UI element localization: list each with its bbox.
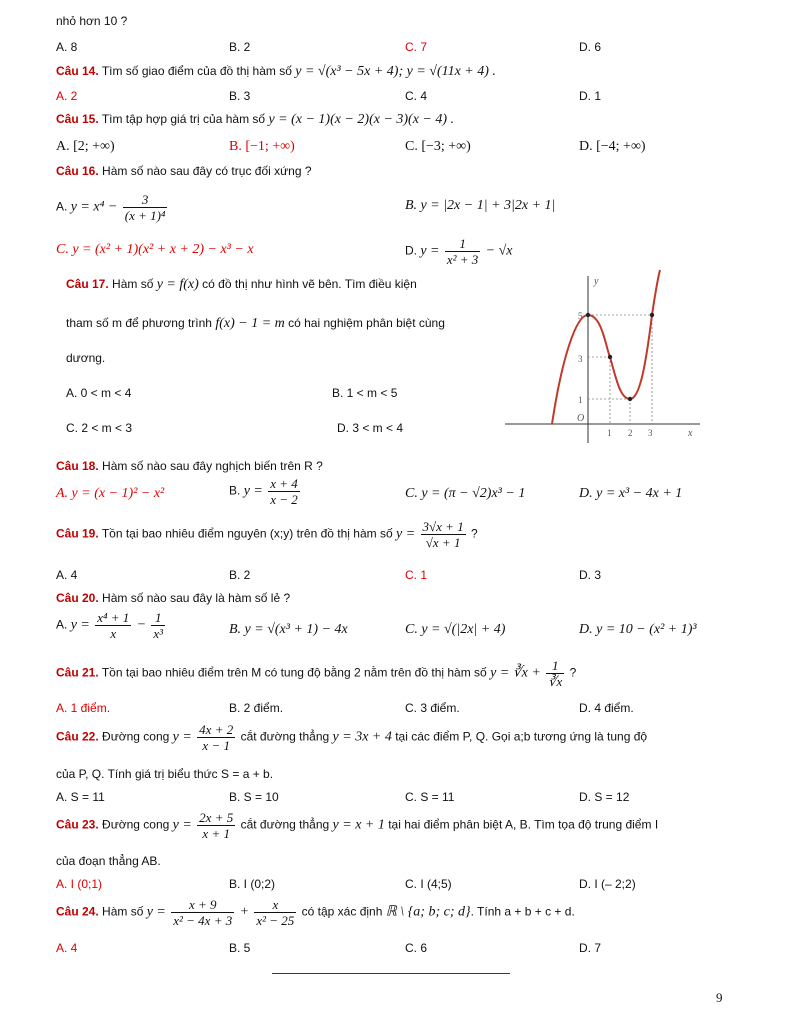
q19-formula: y = <box>396 526 416 542</box>
q20-option-a[interactable] <box>56 610 167 641</box>
q16-option-d[interactable] <box>405 236 513 267</box>
function-graph <box>500 268 710 448</box>
q14-option-b[interactable]: B. 3 <box>229 89 251 103</box>
q17-text4: có hai nghiệm phân biệt cùng <box>288 316 445 330</box>
q19-label: Câu 19. <box>56 526 99 541</box>
q16-option-b[interactable]: B. y = |2x − 1| + 3|2x + 1| <box>405 198 556 213</box>
q22-option-c[interactable]: C. S = 11 <box>405 790 455 804</box>
q13-options <box>56 40 696 56</box>
q18-option-c[interactable]: C. y = (π − √2)x³ − 1 <box>405 486 526 501</box>
q23-fraction <box>197 810 235 841</box>
q20-a-num2: 1 <box>151 610 165 626</box>
q16-a-prefix: A. <box>56 199 68 214</box>
q21-den: ∛x <box>548 674 563 689</box>
y-tick-5: 5 <box>578 311 583 321</box>
x-tick-3: 3 <box>648 428 653 438</box>
q15-label: Câu 15. <box>56 112 99 126</box>
q14-option-a[interactable]: A. 2 <box>56 89 78 103</box>
q18-b-prefix: B. <box>229 483 241 498</box>
q24-option-b[interactable]: B. 5 <box>229 941 251 955</box>
question-14 <box>56 64 722 80</box>
q24-label: Câu 24. <box>56 904 99 919</box>
q16-d-formula: y = <box>420 243 440 259</box>
function-curve <box>552 270 660 424</box>
q15-option-c[interactable]: C. [−3; +∞) <box>405 139 471 154</box>
q21-options <box>56 701 696 717</box>
q16-d-num: 1 <box>445 236 480 252</box>
q22-den: x − 1 <box>202 738 230 753</box>
q22-formula: y = <box>172 729 192 745</box>
q19-den: √x + 1 <box>425 535 461 550</box>
q22-options <box>56 790 696 806</box>
q24-formula2: ℝ \ {a; b; c; d} <box>385 904 471 920</box>
q21-tail: ? <box>569 665 577 680</box>
q22-fraction <box>197 722 235 753</box>
q18-b-den: x − 2 <box>270 492 298 507</box>
point-3-5 <box>650 313 654 317</box>
q23-option-b[interactable]: B. I (0;2) <box>229 877 276 891</box>
q20-option-b[interactable]: B. y = √(x³ + 1) − 4x <box>229 622 348 637</box>
question-15 <box>56 112 722 128</box>
q17-text3: tham số m để phương trình <box>66 316 212 330</box>
q18-label: Câu 18. <box>56 459 99 473</box>
q20-a-frac1 <box>95 610 131 641</box>
q20-a-num1: x⁴ + 1 <box>97 610 130 625</box>
q18-option-a[interactable]: A. y = (x − 1)² − x² <box>56 486 165 501</box>
q19-tail: ? <box>471 526 478 541</box>
q21-option-b[interactable]: B. 2 điểm. <box>229 701 284 715</box>
q17-option-c[interactable]: C. 2 < m < 3 <box>66 421 133 435</box>
q16-d-den: x² + 3 <box>446 252 479 267</box>
q14-label: Câu 14. <box>56 64 99 78</box>
x-axis-label: x <box>688 428 693 439</box>
q23-den: x + 1 <box>202 826 230 841</box>
q22-formula2: y = 3x + 4 <box>332 729 392 745</box>
q21-fraction <box>546 658 564 689</box>
q15-option-b[interactable]: B. [−1; +∞) <box>229 139 295 154</box>
question-22-line2: của P, Q. Tính giá trị biểu thức S = a + b. <box>56 767 274 781</box>
q21-option-d[interactable]: D. 4 điểm. <box>579 701 634 715</box>
question-22 <box>56 722 722 753</box>
point-2-1 <box>628 397 632 401</box>
x-tick-2: 2 <box>628 428 633 438</box>
q15-formula: y = (x − 1)(x − 2)(x − 3)(x − 4) . <box>268 112 455 127</box>
q14-options <box>56 89 696 105</box>
y-tick-1: 1 <box>578 395 583 405</box>
q24-options <box>56 941 696 957</box>
q15-options <box>56 139 696 155</box>
y-tick-3: 3 <box>578 354 583 364</box>
q22-label: Câu 22. <box>56 729 99 744</box>
q20-a-den2: x³ <box>153 626 164 641</box>
guide-lines <box>588 315 652 424</box>
q24-plus: + <box>239 904 250 920</box>
q16-options-row1 <box>56 188 696 228</box>
question-23-line2: của đoạn thẳng AB. <box>56 854 161 868</box>
q21-num: 1 <box>546 658 564 674</box>
q16-options-row2 <box>56 236 696 272</box>
q20-a-formula: y = <box>70 617 90 633</box>
q24-frac1 <box>171 897 234 928</box>
q18-text: Hàm số nào sau đây nghịch biến trên R ? <box>102 459 323 473</box>
q16-a-formula: y = x⁴ − <box>70 199 118 215</box>
q16-a-den: (x + 1)⁴ <box>124 208 166 223</box>
q22-option-a[interactable]: A. S = 11 <box>56 790 105 804</box>
q13-option-c[interactable]: C. 7 <box>405 40 428 54</box>
q14-option-c[interactable]: C. 4 <box>405 89 428 103</box>
q20-a-den1: x <box>110 626 117 641</box>
q14-text: Tìm số giao điểm của đồ thị hàm số <box>101 64 292 78</box>
point-1-3 <box>608 355 612 359</box>
question-21 <box>56 658 722 689</box>
q18-option-d[interactable]: D. y = x³ − 4x + 1 <box>579 486 683 501</box>
q21-formula: y = ∛x + <box>490 665 541 681</box>
q16-a-num: 3 <box>123 192 168 208</box>
q21-option-c[interactable]: C. 3 điểm. <box>405 701 460 715</box>
q16-text: Hàm số nào sau đây có trục đối xứng ? <box>102 164 312 178</box>
q24-option-a[interactable]: A. 4 <box>56 941 78 955</box>
q15-text: Tìm tập hợp giá trị của hàm số <box>101 112 266 126</box>
q19-option-d[interactable]: D. 3 <box>579 568 602 582</box>
q17-formula2: f(x) − 1 = m <box>215 316 285 331</box>
q17-option-a[interactable]: A. 0 < m < 4 <box>66 386 132 400</box>
q19-options <box>56 568 696 584</box>
q24-num2: x <box>254 897 296 913</box>
question-17-line3: dương. <box>66 351 106 365</box>
q20-option-d[interactable]: D. y = 10 − (x² + 1)³ <box>579 622 697 637</box>
q24-text1: Hàm số <box>102 904 144 919</box>
q24-text3: . Tính a + b + c + d. <box>470 904 575 919</box>
q13-option-b[interactable]: B. 2 <box>229 40 251 54</box>
q20-a-prefix: A. <box>56 617 68 632</box>
point-0-5 <box>586 313 590 317</box>
q16-option-c[interactable]: C. y = (x² + 1)(x² + x + 2) − x³ − x <box>56 242 254 257</box>
question-20 <box>56 591 722 605</box>
q24-num1: x + 9 <box>171 897 234 913</box>
q24-den1: x² − 4x + 3 <box>173 913 233 928</box>
q20-options <box>56 610 696 650</box>
q24-option-c[interactable]: C. 6 <box>405 941 428 955</box>
q21-option-a[interactable]: A. 1 điểm. <box>56 701 111 715</box>
q23-formula2: y = x + 1 <box>332 817 385 833</box>
question-16 <box>56 164 722 178</box>
q24-frac2 <box>254 897 296 928</box>
q23-text2: cắt đường thẳng <box>240 817 330 832</box>
q16-d-fraction <box>445 236 480 267</box>
page-number: 9 <box>716 990 723 1005</box>
q22-option-b[interactable]: B. S = 10 <box>229 790 279 804</box>
q23-option-a[interactable]: A. I (0;1) <box>56 877 103 891</box>
q23-label: Câu 23. <box>56 817 99 832</box>
q17-text2: có đồ thị như hình vẽ bên. Tìm điều kiện <box>202 277 417 291</box>
origin-label: O <box>577 413 585 424</box>
q22-option-d[interactable]: D. S = 12 <box>579 790 630 804</box>
q23-text3: tại hai điểm phân biệt A, B. Tìm tọa độ trung điểm I <box>388 817 659 832</box>
question-19 <box>56 519 722 550</box>
q19-fraction <box>421 519 466 550</box>
q17-formula1: y = f(x) <box>156 277 199 292</box>
q23-options <box>56 877 696 893</box>
q20-text: Hàm số nào sau đây là hàm số lẻ ? <box>102 591 291 605</box>
q20-label: Câu 20. <box>56 591 99 605</box>
q20-a-minus: − <box>136 617 147 633</box>
q23-formula: y = <box>172 817 192 833</box>
q16-a-fraction <box>123 192 168 223</box>
q17-label: Câu 17. <box>66 277 109 291</box>
q16-label: Câu 16. <box>56 164 99 178</box>
q23-num: 2x + 5 <box>199 810 234 825</box>
q17-option-d[interactable]: D. 3 < m < 4 <box>337 421 404 435</box>
q16-d-tail: − √x <box>485 243 513 259</box>
q22-text2: cắt đường thẳng <box>240 729 330 744</box>
q19-num: 3√x + 1 <box>422 519 464 534</box>
q15-option-a[interactable]: A. [2; +∞) <box>56 139 115 154</box>
q19-option-b[interactable]: B. 2 <box>229 568 251 582</box>
q22-text1: Đường cong <box>102 729 170 744</box>
q21-text: Tồn tại bao nhiêu điểm trên M có tung độ bằng 2 nằm trên đồ thị hàm số <box>101 665 487 680</box>
x-tick-1: 1 <box>607 428 612 438</box>
q17-text1: Hàm số <box>112 277 154 291</box>
q15-option-d[interactable]: D. [−4; +∞) <box>579 139 646 154</box>
q23-text1: Đường cong <box>102 817 170 832</box>
q19-text: Tồn tại bao nhiêu điểm nguyên (x;y) trên đồ thị hàm số <box>101 526 393 541</box>
q19-option-a[interactable]: A. 4 <box>56 568 78 582</box>
q24-formula: y = <box>146 904 166 920</box>
end-separator <box>272 973 510 974</box>
q19-option-c[interactable]: C. 1 <box>405 568 428 582</box>
q18-options <box>56 476 696 512</box>
q16-option-a[interactable] <box>56 192 169 223</box>
q22-num: 4x + 2 <box>199 722 234 737</box>
question-13-tail: nhỏ hơn 10 ? <box>56 14 128 28</box>
q23-option-c[interactable]: C. I (4;5) <box>405 877 452 891</box>
q18-b-num: x + 4 <box>270 476 298 491</box>
q14-formula: y = √(x³ − 5x + 4); y = √(11x + 4) . <box>295 64 496 79</box>
q18-b-formula: y = <box>243 483 263 499</box>
y-axis-label: y <box>594 276 599 287</box>
q20-a-frac2 <box>151 610 165 641</box>
q18-option-b[interactable] <box>229 476 302 507</box>
question-18 <box>56 459 722 473</box>
question-23 <box>56 810 722 841</box>
q14-option-d[interactable]: D. 1 <box>579 89 602 103</box>
q24-text2: có tập xác định <box>301 904 383 919</box>
q17-option-b[interactable]: B. 1 < m < 5 <box>332 386 398 400</box>
question-24 <box>56 897 722 928</box>
q13-option-d[interactable]: D. 6 <box>579 40 602 54</box>
q22-text3: tại các điểm P, Q. Gọi a;b tương ứng là tung độ <box>395 729 648 744</box>
q20-option-c[interactable]: C. y = √(|2x| + 4) <box>405 622 506 637</box>
q24-option-d[interactable]: D. 7 <box>579 941 602 955</box>
q23-option-d[interactable]: D. I (– 2;2) <box>579 877 636 891</box>
q21-label: Câu 21. <box>56 665 99 680</box>
q13-option-a[interactable]: A. 8 <box>56 40 78 54</box>
q16-d-prefix: D. <box>405 243 417 258</box>
q18-b-fraction <box>268 476 300 507</box>
q24-den2: x² − 25 <box>256 913 295 928</box>
